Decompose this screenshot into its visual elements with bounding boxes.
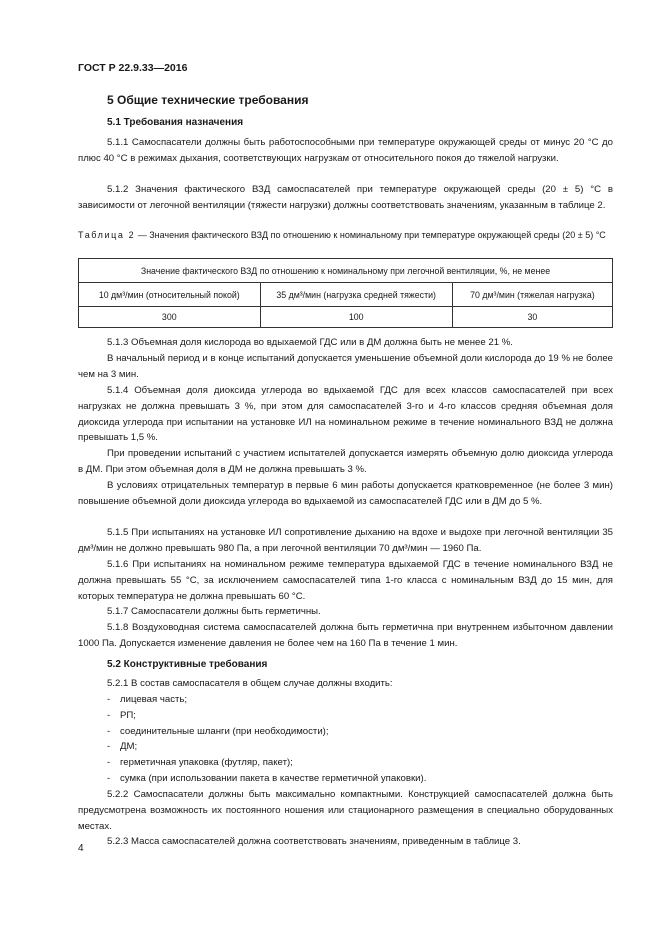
list-marker: - [107, 725, 111, 737]
table-caption [78, 229, 613, 242]
standard-number: ГОСТ Р 22.9.33—2016 [78, 62, 188, 74]
list-item: - ДМ; [107, 739, 613, 755]
list-marker: - [107, 741, 111, 753]
table-2 [78, 258, 613, 328]
table-cell: 300 [79, 307, 261, 328]
paragraph-5-1-5: 5.1.5 При испытаниях на установке ИЛ сопротивление дыханию на вдохе и выдохе при легочной вентиляции 35 дм³/мин не должно превышать 980 Па, а при легочной вентиляции 70 дм³/мин — 1960 Па. [78, 527, 613, 554]
section-title: 5 Общие технические требования [107, 93, 309, 107]
table-header: Значение фактического ВЗД по отношению к номинальному при легочной вентиляции, %, не менее [79, 259, 613, 283]
list-item: - герметичная упаковка (футляр, пакет); [107, 755, 613, 771]
list-marker: - [107, 709, 111, 721]
page-number: 4 [78, 843, 84, 854]
paragraph: В условиях отрицательных температур в первые 6 мин работы допускается кратковременное (не более 3 мин) повышение объемной доли диоксида углерода во вдыхаемой из самоспасателей ГДС или в ДМ до 5 %. [78, 480, 613, 507]
list-item: - соединительные шланги (при необходимости); [107, 724, 613, 740]
list-item: - лицевая часть; [107, 692, 613, 708]
paragraph-5-1-6: 5.1.6 При испытаниях на номинальном режиме температура вдыхаемой ГДС в течение номинального ВЗД не должна превышать 55 °С, за исключением самоспасателей типа 1-го класса с номинальным ВЗД до 15 мин, для которых температура не должна превышать 60 °С. [78, 559, 613, 602]
list-marker: - [107, 694, 111, 705]
subsection-title-5-2: 5.2 Конструктивные требования [107, 659, 268, 670]
paragraph: При проведении испытаний с участием испытателей допускается измерять объемную долю диоксида углерода в ДМ. При этом объемная доля в ДМ не должна превышать 3 %. [78, 448, 613, 475]
paragraph-5-1-2: 5.1.2 Значения фактического ВЗД самоспасателей при температуре окружающей среды (20 ± 5) °С в зависимости от легочной вентиляции (тяжести нагрузки) должны соответствовать значениям, указанным в таблице 2. [78, 184, 613, 211]
paragraph-5-1-3: 5.1.3 Объемная доля кислорода во вдыхаемой ГДС или в ДМ должна быть не менее 21 %. [107, 337, 513, 348]
table-column-header: 35 дм³/мин (нагрузка средней тяжести) [260, 283, 452, 307]
paragraph-5-1-7: 5.1.7 Самоспасатели должны быть герметичны. [107, 606, 321, 617]
paragraph-5-2-2: 5.2.2 Самоспасатели должны быть максимально компактными. Конструкцией самоспасателей должна быть предусмотрена возможность их постоянного ношения или стационарного размещения в специально оборудованных местах. [78, 789, 613, 832]
table-caption-text: — Значения фактического ВЗД по отношению к номинальному при температуре окружающей среды (20 ± 5) °С [135, 230, 606, 240]
paragraph-5-2-1: 5.2.1 В состав самоспасателя в общем случае должны входить: [107, 678, 393, 689]
paragraph-5-1-8: 5.1.8 Воздуховодная система самоспасателей должна быть герметична при внутреннем избыточном давлении 1000 Па. Допускается изменение давления не более чем на 160 Па в течение 1 мин. [78, 622, 613, 649]
table-caption-label: Таблица 2 [78, 230, 136, 240]
component-list [107, 692, 613, 787]
paragraph-5-1-1: 5.1.1 Самоспасатели должны быть работоспособными при температуре окружающей среды от минус 20 °С до плюс 40 °С в режимах дыхания, соответствующих нагрузкам от относительного покоя до тяжелой нагрузки. [78, 137, 613, 164]
table-cell: 100 [260, 307, 452, 328]
list-item: - РП; [107, 708, 613, 724]
table-column-header: 70 дм³/мин (тяжелая нагрузка) [452, 283, 612, 307]
list-marker: - [107, 757, 111, 769]
paragraph: В начальный период и в конце испытаний допускается уменьшение объемной доли кислорода до 19 % не более чем на 3 мин. [78, 353, 613, 380]
list-marker: - [107, 772, 111, 784]
subsection-title-5-1: 5.1 Требования назначения [107, 117, 244, 128]
paragraph-5-2-3: 5.2.3 Масса самоспасателей должна соответствовать значениям, приведенным в таблице 3. [107, 836, 521, 847]
list-item: - сумка (при использовании пакета в качестве герметичной упаковки). [107, 771, 613, 787]
paragraph-5-1-4: 5.1.4 Объемная доля диоксида углерода во вдыхаемой ГДС для всех классов самоспасателей при всех нагрузках не должна превышать 3 %, при этом для самоспасателей 3-го и 4-го классов средняя объемная доля диоксида углерода при испытании на установке ИЛ на номинальном режиме в течение номинального ВЗД не должна превышать 1,5 %. [78, 385, 613, 444]
table-column-header: 10 дм³/мин (относительный покой) [79, 283, 261, 307]
table-cell: 30 [452, 307, 612, 328]
